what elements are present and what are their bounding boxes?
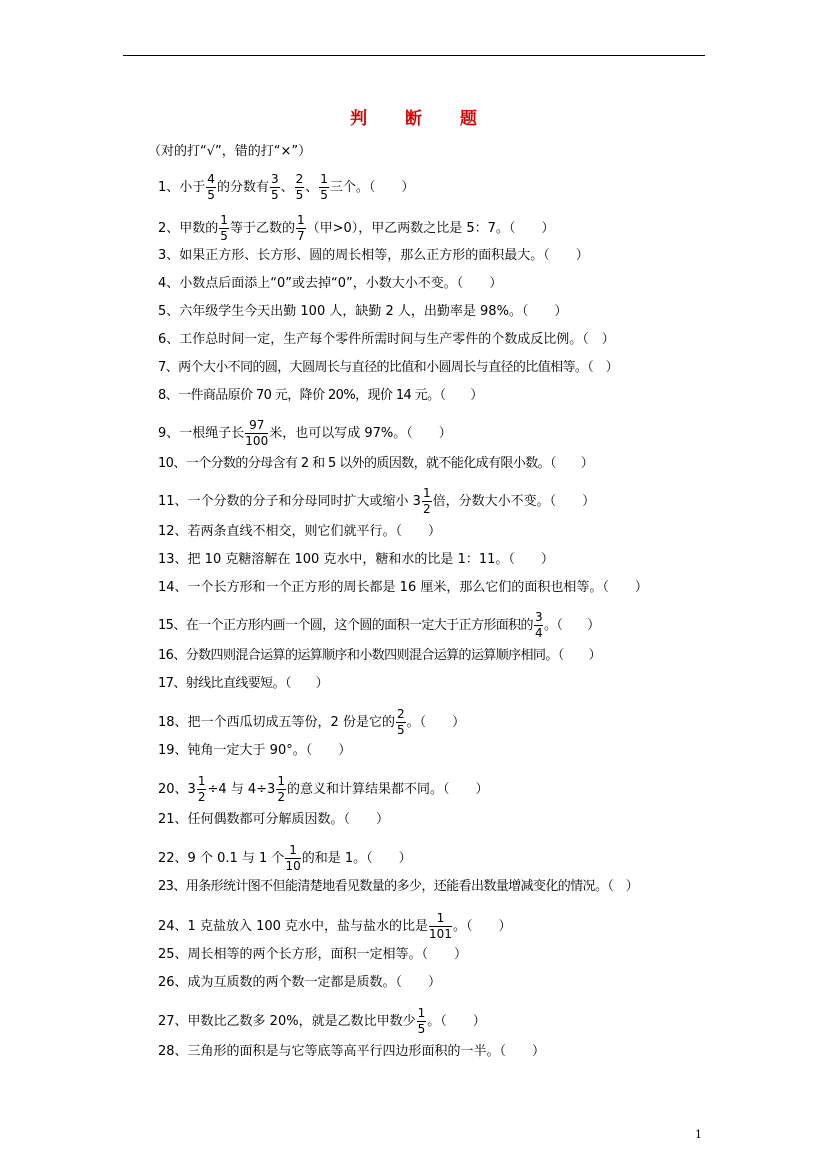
fraction-numerator: 4	[207, 172, 215, 186]
question-number: 21	[158, 812, 175, 827]
instruction-text: （对的打“√”，错的打“×”）	[148, 144, 312, 159]
fraction-denominator: 5	[207, 188, 215, 202]
fraction	[206, 172, 216, 203]
question-item	[158, 172, 414, 203]
question-text: 、3	[174, 782, 196, 797]
question-item	[158, 843, 412, 874]
question-number: 2	[158, 221, 167, 236]
fraction	[534, 610, 543, 641]
question-number: 14	[158, 580, 175, 595]
question-item	[158, 812, 389, 828]
question-text: 。（ ）	[427, 1014, 486, 1029]
fraction-denominator: 2	[197, 790, 206, 804]
question-text: 、9 个 0.1 与 1 个	[174, 851, 285, 866]
question-item	[158, 774, 489, 805]
question-text: 。（ ）	[452, 919, 512, 934]
fraction-denominator: 5	[295, 188, 304, 202]
fraction-denominator: 4	[534, 626, 542, 640]
question-item	[158, 360, 618, 376]
question-item	[158, 676, 328, 692]
question-item	[158, 332, 615, 348]
question-item	[158, 707, 465, 738]
page-number: 1	[695, 1128, 702, 1141]
question-number: 7	[158, 360, 166, 375]
fraction-numerator: 3	[270, 172, 279, 186]
question-text: 倍，分数大小不变。（ ）	[432, 494, 596, 509]
fraction-numerator: 1	[220, 213, 228, 227]
question-text: 、射线比直线要短。（ ）	[173, 676, 329, 691]
question-text: 、一个分数的分母含有 2 和 5 以外的质因数，就不能化成有限小数。（ ）	[173, 456, 594, 471]
fraction-numerator: 1	[429, 911, 452, 927]
question-number: 25	[158, 947, 175, 962]
fraction	[396, 707, 406, 738]
question-text: 的意义和计算结果都不同。（ ）	[286, 782, 489, 797]
question-text: 、小数点后面添上“0”或去掉“0”，小数大小不变。（ ）	[166, 276, 503, 291]
fraction-numerator: 1	[320, 172, 328, 186]
question-item	[158, 975, 441, 991]
question-number: 5	[158, 304, 167, 319]
question-text: 、钝角一定大于 90°。（ ）	[174, 743, 352, 758]
fraction-denominator: 7	[296, 229, 305, 243]
question-item	[158, 456, 593, 472]
question-text: （甲>0），甲乙两数之比是 5：7。（ ）	[306, 221, 555, 236]
question-item	[158, 213, 554, 244]
fraction	[417, 1006, 427, 1037]
fraction-numerator: 1	[417, 1006, 426, 1020]
fraction-numerator: 1	[296, 213, 305, 227]
question-item	[158, 911, 511, 942]
fraction-denominator: 100	[245, 434, 269, 448]
question-item	[158, 743, 351, 759]
question-number: 6	[158, 332, 167, 347]
question-number: 27	[158, 1014, 175, 1029]
question-text: 米，也可以写成 97%。（ ）	[269, 426, 452, 441]
question-text: 、一个长方形和一个正方形的周长都是 16 厘米，那么它们的面积也相等。（ ）	[174, 580, 648, 595]
question-text: 、甲数比乙数多 20%，就是乙数比甲数少	[174, 1014, 416, 1029]
question-item	[158, 552, 554, 568]
fraction	[429, 911, 452, 942]
fraction	[219, 213, 229, 244]
question-item	[158, 879, 638, 895]
question-text: 、成为互质数的两个数一定都是质数。（ ）	[174, 975, 442, 990]
question-number: 13	[158, 552, 175, 567]
question-text: 、三角形的面积是与它等底等高平行四边形面积的一半。（ ）	[174, 1044, 546, 1059]
fraction-numerator: 1	[285, 843, 300, 859]
question-number: 4	[158, 276, 167, 291]
fraction-denominator: 5	[270, 188, 279, 202]
question-item	[158, 648, 601, 664]
fraction-denominator: 101	[429, 927, 452, 941]
fraction	[319, 172, 329, 203]
question-text: 、把一个西瓜切成五等份，2 份是它的	[174, 715, 395, 730]
question-text: 、	[280, 180, 294, 195]
question-text: 、工作总时间一定，生产每个零件所需时间与生产零件的个数成反比例。（ ）	[166, 332, 615, 347]
question-item	[158, 1006, 486, 1037]
fraction-denominator: 5	[320, 188, 328, 202]
question-item	[158, 388, 483, 404]
question-number: 22	[158, 851, 175, 866]
fraction-denominator: 5	[220, 229, 228, 243]
question-number: 10	[158, 456, 174, 471]
question-number: 18	[158, 715, 175, 730]
question-text: 、若两条直线不相交，则它们就平行。（ ）	[174, 524, 442, 539]
fraction	[276, 774, 286, 805]
question-text: 、1 克盐放入 100 克水中，盐与盐水的比是	[174, 919, 429, 934]
question-item	[158, 524, 441, 540]
fraction	[270, 172, 280, 203]
question-text: 、如果正方形、长方形、圆的周长相等，那么正方形的面积最大。（ ）	[166, 248, 589, 263]
question-number: 26	[158, 975, 175, 990]
question-number: 16	[158, 648, 174, 663]
header-rule	[123, 55, 705, 56]
fraction	[296, 213, 306, 244]
question-text: 、任何偶数都可分解质因数。（ ）	[174, 812, 390, 827]
question-number: 12	[158, 524, 175, 539]
question-number: 19	[158, 743, 175, 758]
question-number: 9	[158, 426, 167, 441]
question-number: 1	[158, 180, 167, 195]
question-text: 。（ ）	[544, 618, 600, 633]
fraction-denominator: 2	[277, 790, 285, 804]
question-item	[158, 610, 600, 641]
question-text: 、六年级学生今天出勤 100 人，缺勤 2 人，出勤率是 98%。（ ）	[166, 304, 568, 319]
fraction	[197, 774, 207, 805]
question-item	[158, 486, 595, 517]
question-text: 的和是 1。（ ）	[301, 851, 412, 866]
fraction	[285, 843, 300, 874]
question-text: 、	[305, 180, 319, 195]
question-item	[158, 276, 502, 292]
question-number: 3	[158, 248, 167, 263]
question-item	[158, 248, 589, 264]
question-number: 8	[158, 388, 166, 403]
question-text: ÷4 与 4÷3	[207, 782, 276, 797]
question-text: 的分数有	[216, 180, 269, 195]
question-text: 、两个大小不同的圆，大圆周长与直径的比值和小圆周长与直径的比值相等。（ ）	[165, 360, 618, 375]
question-text: 、周长相等的两个长方形，面积一定相等。（ ）	[174, 947, 468, 962]
question-text: 等于乙数的	[229, 221, 295, 236]
page-title: 判 断 题	[350, 109, 493, 129]
question-text: 、一件商品原价 70 元，降价 20%，现价 14 元。（ ）	[165, 388, 483, 403]
fraction-numerator: 2	[396, 707, 405, 721]
fraction-denominator: 5	[396, 723, 405, 737]
question-number: 15	[158, 618, 174, 633]
question-number: 28	[158, 1044, 175, 1059]
fraction-denominator: 2	[422, 502, 431, 516]
question-item	[158, 1044, 545, 1060]
question-text: 三个。（ ）	[329, 180, 415, 195]
question-text: 。（ ）	[406, 715, 466, 730]
fraction-numerator: 2	[295, 172, 304, 186]
question-number: 17	[158, 676, 174, 691]
question-number: 11	[158, 494, 175, 509]
question-text: 、一个分数的分子和分母同时扩大或缩小 3	[174, 494, 421, 509]
fraction-denominator: 5	[417, 1022, 426, 1036]
question-text: 、在一个正方形内画一个圆，这个圆的面积一定大于正方形面积的	[173, 618, 533, 633]
fraction-numerator: 1	[277, 774, 285, 788]
fraction-numerator: 1	[422, 486, 431, 500]
question-text: 、分数四则混合运算的运算顺序和小数四则混合运算的运算顺序相同。（ ）	[173, 648, 601, 663]
fraction	[245, 418, 268, 449]
question-text: 、小于	[166, 180, 206, 195]
question-text: 、甲数的	[166, 221, 219, 236]
question-item	[158, 418, 452, 449]
question-number: 24	[158, 919, 175, 934]
question-text: 、把 10 克糖溶解在 100 克水中，糖和水的比是 1：11。（ ）	[174, 552, 554, 567]
fraction	[295, 172, 305, 203]
fraction	[422, 486, 432, 517]
question-text: 、用条形统计图不但能清楚地看见数量的多少，还能看出数量增减变化的情况。（ ）	[173, 879, 639, 894]
question-item	[158, 304, 567, 320]
question-number: 20	[158, 782, 175, 797]
fraction-numerator: 3	[534, 610, 542, 624]
question-item	[158, 947, 467, 963]
fraction-denominator: 10	[285, 859, 301, 873]
question-item	[158, 580, 648, 596]
fraction-numerator: 97	[245, 418, 268, 434]
fraction-numerator: 1	[197, 774, 206, 788]
question-text: 、一根绳子长	[166, 426, 245, 441]
question-number: 23	[158, 879, 174, 894]
